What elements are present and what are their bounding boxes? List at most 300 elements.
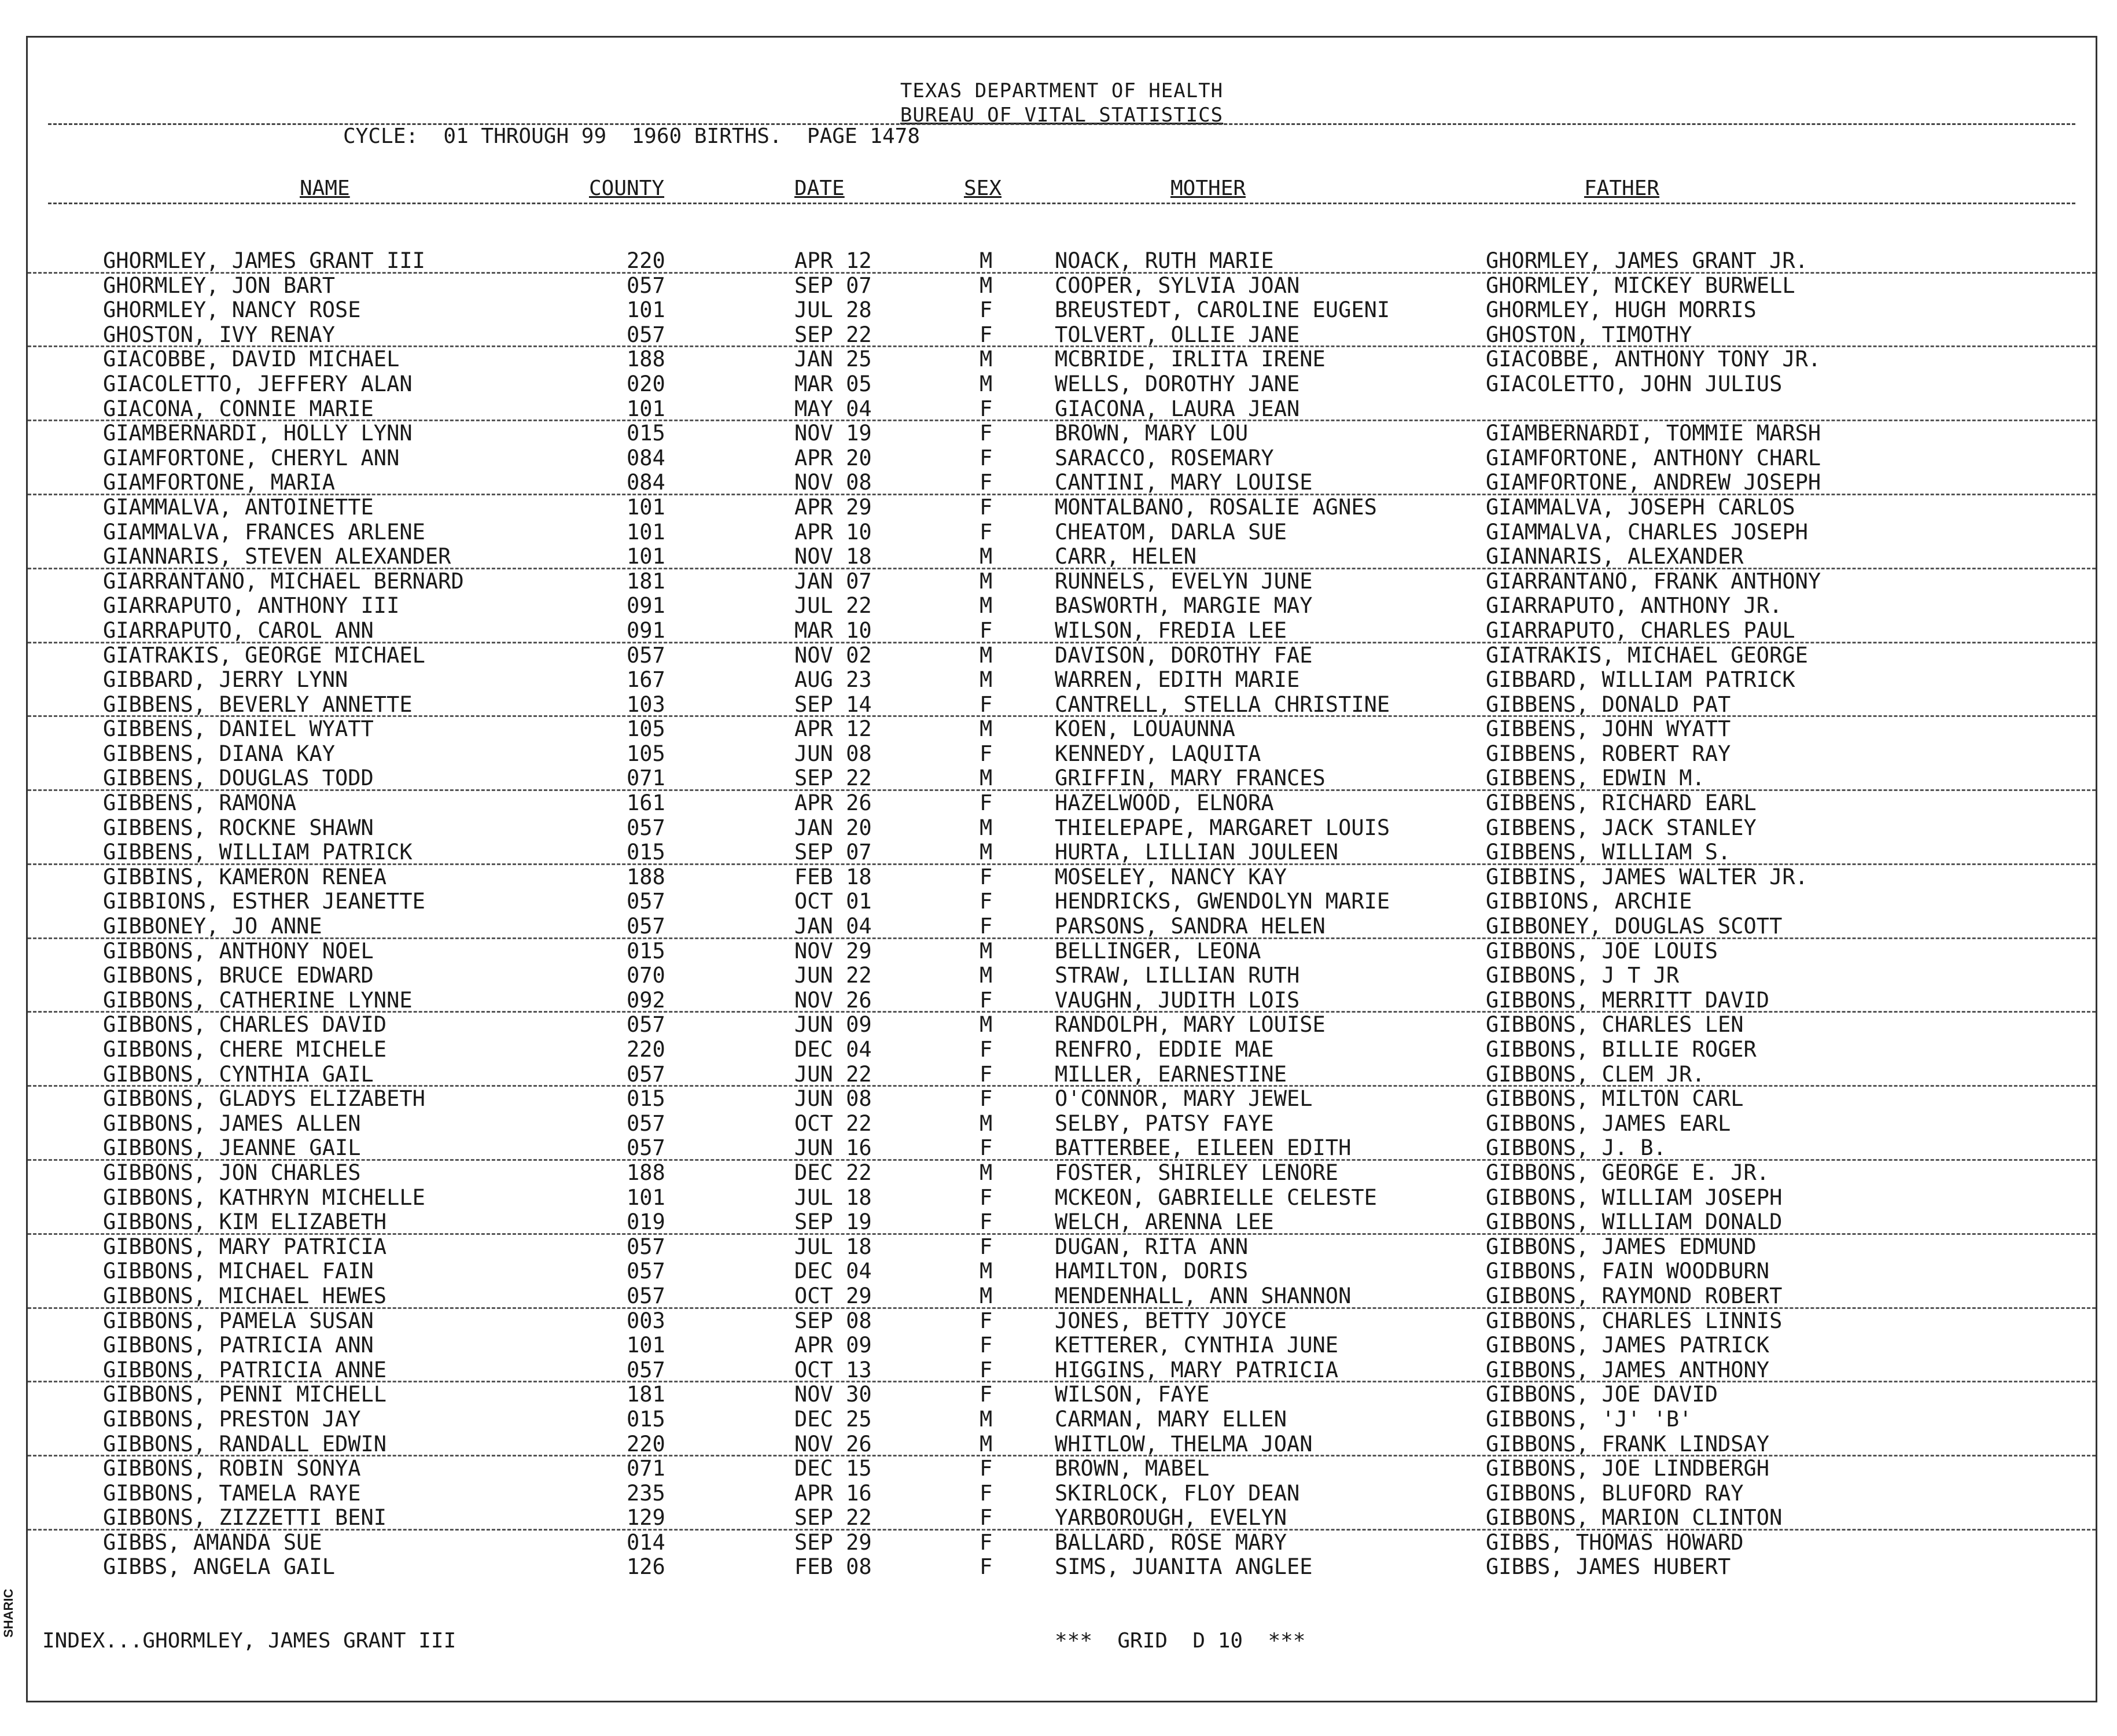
table-row [28,446,2096,471]
cell-father: GIBBONS, JOE DAVID [1486,1382,1718,1407]
table-row [28,274,2096,299]
cell-father: GIAMMALVA, JOSEPH CARLOS [1486,494,1795,520]
cell-name: GIBBENS, DIANA KAY [103,741,335,766]
cell-name: GHORMLEY, JON BART [103,273,335,298]
cell-sex: M [980,1259,993,1284]
table-row [28,1013,2096,1038]
table-row [28,298,2096,323]
cell-date: OCT 22 [794,1110,872,1136]
cell-father: GIBBONS, JAMES EDMUND [1486,1234,1757,1259]
cell-father: GIACOLETTO, JOHN JULIUS [1486,371,1783,396]
cell-father: GIBBENS, RICHARD EARL [1486,790,1757,816]
cell-sex: M [980,1431,993,1457]
cell-mother: CHEATOM, DARLA SUE [1055,519,1287,545]
table-row [28,1432,2096,1457]
cell-county: 101 [627,494,665,520]
table-row [28,742,2096,767]
cell-father: GIBBONS, JAMES PATRICK [1486,1333,1770,1358]
cell-name: GIBBONS, GLADYS ELIZABETH [103,1086,425,1112]
cell-mother: MONTALBANO, ROSALIE AGNES [1055,494,1377,520]
cell-sex: F [980,1086,993,1112]
cell-county: 091 [627,593,665,619]
cell-county: 015 [627,1406,665,1432]
table-row [28,717,2096,742]
cell-mother: THIELEPAPE, MARGARET LOUIS [1055,815,1390,840]
cell-date: NOV 26 [794,1431,872,1457]
cell-name: GIAMFORTONE, CHERYL ANN [103,445,400,470]
cell-father: GIBBONS, CHARLES LINNIS [1486,1308,1783,1333]
cell-date: NOV 30 [794,1382,872,1407]
cell-father: GIBBONEY, DOUGLAS SCOTT [1486,914,1783,939]
cell-mother: WARREN, EDITH MARIE [1055,667,1300,693]
table-row [28,249,2096,274]
table-row [28,545,2096,569]
cell-father: GIATRAKIS, MICHAEL GEORGE [1486,642,1808,668]
cell-father: GIAMMALVA, CHARLES JOSEPH [1486,519,1808,545]
cell-name: GIBBONS, KATHRYN MICHELLE [103,1185,425,1210]
cell-father: GHOSTON, TIMOTHY [1486,322,1692,347]
cell-name: GIBBONS, MICHAEL FAIN [103,1259,374,1284]
cell-sex: F [980,322,993,347]
cell-date: FEB 18 [794,864,872,889]
cell-name: GIBBENS, BEVERLY ANNETTE [103,692,413,717]
cell-county: 188 [627,864,665,889]
table-row [28,1506,2096,1531]
cell-father: GIACOBBE, ANTHONY TONY JR. [1486,347,1821,372]
cell-sex: M [980,667,993,693]
cell-name: GIACONA, CONNIE MARIE [103,396,374,421]
cell-date: DEC 15 [794,1456,872,1481]
cell-county: 015 [627,938,665,963]
cell-date: OCT 13 [794,1357,872,1382]
cell-mother: WELLS, DOROTHY JANE [1055,371,1300,396]
cell-sex: F [980,617,993,643]
cell-sex: F [980,1061,993,1087]
cell-father: GIARRAPUTO, CHARLES PAUL [1486,617,1795,643]
cell-sex: F [980,421,993,446]
cell-county: 091 [627,617,665,643]
cell-name: GIACOLETTO, JEFFERY ALAN [103,371,413,396]
cell-sex: F [980,987,993,1013]
table-row [28,791,2096,816]
cell-date: SEP 22 [794,1505,872,1531]
table-row [28,1210,2096,1235]
cell-name: GIBBONS, ANTHONY NOEL [103,938,374,963]
cell-father: GIBBONS, RAYMOND ROBERT [1486,1283,1783,1308]
cell-sex: F [980,1456,993,1481]
cell-name: GHOSTON, IVY RENAY [103,322,335,347]
cell-father: GIBBENS, JACK STANLEY [1486,815,1757,840]
cell-county: 057 [627,1259,665,1284]
cell-father: GIAMFORTONE, ANDREW JOSEPH [1486,470,1821,495]
cell-father: GIARRAPUTO, ANTHONY JR. [1486,593,1783,619]
cell-father: GHORMLEY, HUGH MORRIS [1486,297,1757,323]
table-row [28,1235,2096,1260]
cell-father: GIBBONS, JOE LINDBERGH [1486,1456,1770,1481]
cell-sex: F [980,519,993,545]
table-row [28,1481,2096,1506]
cell-county: 071 [627,1456,665,1481]
cell-county: 057 [627,1110,665,1136]
cell-mother: RANDOLPH, MARY LOUISE [1055,1012,1326,1038]
cell-county: 057 [627,322,665,347]
cell-mother: HIGGINS, MARY PATRICIA [1055,1357,1339,1382]
table-row [28,1161,2096,1186]
cell-father: GIBBONS, BILLIE ROGER [1486,1037,1757,1062]
cell-county: 015 [627,421,665,446]
cell-name: GIBBARD, JERRY LYNN [103,667,348,693]
cell-county: 126 [627,1554,665,1580]
cell-father: GIBBONS, CLEM JR. [1486,1061,1705,1087]
cell-county: 101 [627,396,665,421]
cell-name: GIBBONS, PAMELA SUSAN [103,1308,374,1333]
cell-date: DEC 04 [794,1259,872,1284]
cell-mother: BATTERBEE, EILEEN EDITH [1055,1135,1352,1161]
cell-sex: F [980,1333,993,1358]
cell-sex: F [980,396,993,421]
cell-father: GIBBONS, J. B. [1486,1135,1666,1161]
cell-mother: KETTERER, CYNTHIA JUNE [1055,1333,1339,1358]
cell-county: 235 [627,1480,665,1506]
cell-sex: M [980,347,993,372]
cell-sex: F [980,914,993,939]
col-header-county: COUNTY [589,176,665,200]
cell-sex: M [980,840,993,865]
cell-date: AUG 23 [794,667,872,693]
cell-mother: SARACCO, ROSEMARY [1055,445,1274,470]
cell-mother: SIMS, JUANITA ANGLEE [1055,1554,1313,1580]
cell-county: 057 [627,273,665,298]
cell-father: GIBBONS, 'J' 'B' [1486,1406,1692,1432]
cell-sex: M [980,544,993,569]
table-row [28,520,2096,545]
cell-mother: BREUSTEDT, CAROLINE EUGENI [1055,297,1390,323]
cell-county: 057 [627,914,665,939]
cell-mother: HAMILTON, DORIS [1055,1259,1249,1284]
cell-county: 057 [627,1135,665,1161]
cell-date: MAR 10 [794,617,872,643]
cell-father: GIAMFORTONE, ANTHONY CHARL [1486,445,1821,470]
cell-date: SEP 08 [794,1308,872,1333]
cell-date: APR 10 [794,519,872,545]
cell-date: APR 26 [794,790,872,816]
cell-father: GIBBIONS, ARCHIE [1486,889,1692,914]
cell-date: JUL 18 [794,1185,872,1210]
cell-father: GIBBARD, WILLIAM PATRICK [1486,667,1795,693]
table-row [28,1457,2096,1481]
cell-date: MAY 04 [794,396,872,421]
cell-name: GIBBONS, JAMES ALLEN [103,1110,361,1136]
cell-date: JUN 22 [794,1061,872,1087]
cell-mother: BASWORTH, MARGIE MAY [1055,593,1313,619]
cell-sex: F [980,1308,993,1333]
grid-footer: *** GRID D 10 *** [1055,1629,1306,1653]
cell-mother: KENNEDY, LAQUITA [1055,741,1261,766]
cell-county: 084 [627,470,665,495]
cell-father: GIBBONS, CHARLES LEN [1486,1012,1744,1038]
cell-father: GIBBENS, JOHN WYATT [1486,716,1731,742]
cell-county: 161 [627,790,665,816]
cell-mother: WELCH, ARENNA LEE [1055,1209,1274,1235]
cell-sex: F [980,1135,993,1161]
cell-sex: F [980,1357,993,1382]
cell-county: 084 [627,445,665,470]
cell-county: 015 [627,840,665,865]
table-row [28,865,2096,890]
cell-date: JUN 08 [794,741,872,766]
cell-sex: F [980,1554,993,1580]
cell-sex: M [980,815,993,840]
cell-county: 020 [627,371,665,396]
cell-county: 220 [627,248,665,273]
cell-mother: HURTA, LILLIAN JOULEEN [1055,840,1339,865]
table-row [28,1333,2096,1358]
cell-sex: F [980,297,993,323]
cell-mother: HAZELWOOD, ELNORA [1055,790,1274,816]
cell-county: 003 [627,1308,665,1333]
table-row [28,963,2096,988]
cell-mother: TOLVERT, OLLIE JANE [1055,322,1300,347]
cell-county: 015 [627,1086,665,1112]
table-row [28,1382,2096,1407]
cell-mother: KOEN, LOUAUNNA [1055,716,1235,742]
table-row [28,766,2096,791]
cell-county: 057 [627,815,665,840]
table-row [28,1112,2096,1137]
cell-father: GIBBONS, JAMES ANTHONY [1486,1357,1770,1382]
cell-mother: CARMAN, MARY ELLEN [1055,1406,1287,1432]
cell-name: GIBBINS, KAMERON RENEA [103,864,387,889]
cell-county: 071 [627,766,665,791]
records-list [28,249,2096,1580]
cell-county: 070 [627,963,665,988]
cell-father: GIANNARIS, ALEXANDER [1486,544,1744,569]
cell-sex: F [980,1037,993,1062]
cell-name: GIBBONS, CATHERINE LYNNE [103,987,413,1013]
cell-date: APR 29 [794,494,872,520]
cell-mother: O'CONNOR, MARY JEWEL [1055,1086,1313,1112]
cell-name: GIBBONS, ROBIN SONYA [103,1456,361,1481]
cell-father: GHORMLEY, MICKEY BURWELL [1486,273,1795,298]
cell-date: APR 09 [794,1333,872,1358]
cell-date: JUL 22 [794,593,872,619]
cell-mother: GIACONA, LAURA JEAN [1055,396,1300,421]
cycle-line: CYCLE: 01 THROUGH 99 1960 BIRTHS. PAGE 1478 [343,124,920,148]
cell-mother: MCKEON, GABRIELLE CELESTE [1055,1185,1377,1210]
cell-father: GIBBS, THOMAS HOWARD [1486,1529,1744,1555]
cell-name: GIBBONEY, JO ANNE [103,914,322,939]
cell-county: 167 [627,667,665,693]
cell-name: GIBBS, ANGELA GAIL [103,1554,335,1580]
cell-name: GIBBONS, PATRICIA ANNE [103,1357,387,1382]
cell-father: GIBBONS, BLUFORD RAY [1486,1480,1744,1506]
index-footer: INDEX...GHORMLEY, JAMES GRANT III [42,1629,456,1653]
cell-mother: VAUGHN, JUDITH LOIS [1055,987,1300,1013]
cell-name: GIBBENS, WILLIAM PATRICK [103,840,413,865]
cell-county: 014 [627,1529,665,1555]
table-row [28,1358,2096,1383]
cell-date: SEP 07 [794,840,872,865]
table-row [28,372,2096,397]
table-row [28,1531,2096,1555]
cell-father: GHORMLEY, JAMES GRANT JR. [1486,248,1808,273]
cell-sex: M [980,1406,993,1432]
cell-date: OCT 29 [794,1283,872,1308]
cell-name: GIBBS, AMANDA SUE [103,1529,322,1555]
document-frame [26,36,2097,1702]
cell-father: GIBBENS, ROBERT RAY [1486,741,1731,766]
cell-date: NOV 18 [794,544,872,569]
cell-sex: F [980,1505,993,1531]
cell-sex: M [980,593,993,619]
cell-date: SEP 29 [794,1529,872,1555]
table-row [28,397,2096,422]
cell-name: GIARRAPUTO, ANTHONY III [103,593,400,619]
table-row [28,1284,2096,1309]
cell-county: 057 [627,1234,665,1259]
cell-mother: WILSON, FREDIA LEE [1055,617,1287,643]
table-row [28,939,2096,964]
cell-name: GIAMFORTONE, MARIA [103,470,335,495]
cell-mother: CANTINI, MARY LOUISE [1055,470,1313,495]
table-row [28,1407,2096,1432]
cell-sex: F [980,1382,993,1407]
cell-date: JAN 04 [794,914,872,939]
cell-mother: GRIFFIN, MARY FRANCES [1055,766,1326,791]
table-row [28,889,2096,914]
cell-county: 101 [627,519,665,545]
cell-name: GIBBONS, KIM ELIZABETH [103,1209,387,1235]
cell-sex: F [980,1185,993,1210]
cell-county: 101 [627,297,665,323]
col-header-mother: MOTHER [1170,176,1246,200]
cell-county: 105 [627,741,665,766]
cell-sex: M [980,766,993,791]
cell-father: GIBBONS, MERRITT DAVID [1486,987,1770,1013]
cell-father: GIBBONS, MILTON CARL [1486,1086,1744,1112]
cell-father: GIBBENS, EDWIN M. [1486,766,1705,791]
table-row [28,594,2096,619]
cell-date: SEP 14 [794,692,872,717]
cell-father: GIBBONS, J T JR [1486,963,1680,988]
cell-date: FEB 08 [794,1554,872,1580]
cell-date: JAN 20 [794,815,872,840]
cell-name: GIBBONS, PATRICIA ANN [103,1333,374,1358]
table-row [28,421,2096,446]
cell-mother: FOSTER, SHIRLEY LENORE [1055,1160,1339,1185]
cell-name: GIBBONS, MICHAEL HEWES [103,1283,387,1308]
col-header-father: FATHER [1584,176,1660,200]
cell-sex: F [980,864,993,889]
cell-name: GIAMBERNARDI, HOLLY LYNN [103,421,413,446]
cell-sex: F [980,1480,993,1506]
cell-date: JAN 07 [794,568,872,594]
cell-name: GIATRAKIS, GEORGE MICHAEL [103,642,425,668]
cell-sex: F [980,889,993,914]
cell-mother: CARR, HELEN [1055,544,1197,569]
cell-sex: F [980,1234,993,1259]
table-row [28,693,2096,718]
cell-sex: M [980,273,993,298]
table-row [28,347,2096,372]
cell-county: 188 [627,1160,665,1185]
cell-mother: RENFRO, EDDIE MAE [1055,1037,1274,1062]
cell-date: DEC 22 [794,1160,872,1185]
cell-mother: MOSELEY, NANCY KAY [1055,864,1287,889]
cell-mother: BALLARD, ROSE MARY [1055,1529,1287,1555]
table-row [28,816,2096,841]
cell-sex: M [980,248,993,273]
cell-mother: HENDRICKS, GWENDOLYN MARIE [1055,889,1390,914]
cell-sex: M [980,371,993,396]
cell-county: 101 [627,1185,665,1210]
cell-mother: NOACK, RUTH MARIE [1055,248,1274,273]
cell-sex: F [980,1209,993,1235]
table-row [28,840,2096,865]
cell-father: GIBBONS, JAMES EARL [1486,1110,1731,1136]
cell-sex: F [980,790,993,816]
cell-date: NOV 26 [794,987,872,1013]
cell-county: 057 [627,1012,665,1038]
cell-county: 181 [627,568,665,594]
cell-sex: M [980,1110,993,1136]
cell-name: GIBBONS, RANDALL EDWIN [103,1431,387,1457]
cell-county: 129 [627,1505,665,1531]
cell-father: GIBBONS, WILLIAM DONALD [1486,1209,1783,1235]
cell-sex: M [980,642,993,668]
cell-sex: F [980,692,993,717]
side-label: SHARIC [1,1588,16,1638]
cell-father: GIBBONS, FRANK LINDSAY [1486,1431,1770,1457]
cell-date: MAR 05 [794,371,872,396]
column-header-rule [48,203,2075,204]
cell-mother: SKIRLOCK, FLOY DEAN [1055,1480,1300,1506]
table-row [28,1062,2096,1087]
cell-date: JAN 25 [794,347,872,372]
cell-date: DEC 25 [794,1406,872,1432]
table-row [28,1259,2096,1284]
col-header-name: NAME [300,176,350,200]
cell-county: 220 [627,1037,665,1062]
table-row [28,495,2096,520]
table-row [28,988,2096,1013]
cell-father: GIBBENS, DONALD PAT [1486,692,1731,717]
cell-mother: BROWN, MABEL [1055,1456,1210,1481]
cell-name: GIAMMALVA, ANTOINETTE [103,494,374,520]
cell-name: GIBBONS, PENNI MICHELL [103,1382,387,1407]
cell-date: JUL 28 [794,297,872,323]
table-row [28,1309,2096,1334]
cell-county: 057 [627,1061,665,1087]
cell-date: SEP 22 [794,322,872,347]
cell-sex: M [980,716,993,742]
cell-sex: M [980,1160,993,1185]
cell-father: GIBBONS, WILLIAM JOSEPH [1486,1185,1783,1210]
cell-sex: M [980,963,993,988]
cell-name: GIBBENS, RAMONA [103,790,297,816]
cell-name: GIBBONS, CYNTHIA GAIL [103,1061,374,1087]
cell-date: APR 12 [794,248,872,273]
col-header-date: DATE [794,176,845,200]
cell-sex: M [980,1283,993,1308]
cell-sex: M [980,938,993,963]
cell-name: GHORMLEY, NANCY ROSE [103,297,361,323]
cell-name: GIBBENS, DOUGLAS TODD [103,766,374,791]
cell-name: GIBBONS, JON CHARLES [103,1160,361,1185]
cell-sex: F [980,445,993,470]
cell-name: GIBBONS, TAMELA RAYE [103,1480,361,1506]
cell-date: JUN 09 [794,1012,872,1038]
